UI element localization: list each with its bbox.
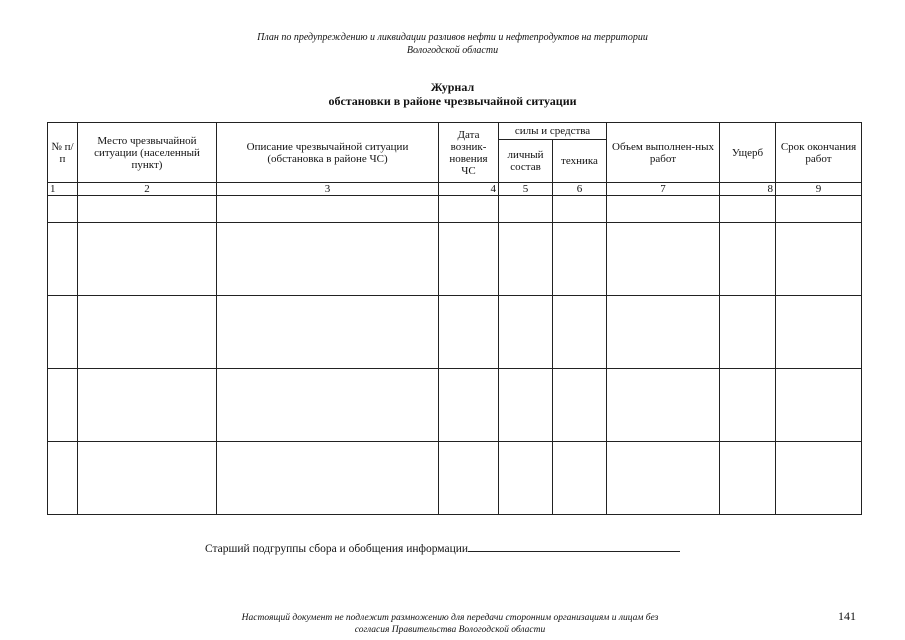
col-header-personnel: личный состав: [499, 140, 553, 183]
table-cell: [217, 296, 439, 369]
col-header-date: Дата возник-новения ЧС: [439, 123, 499, 183]
header-line-2: Вологодской области: [406, 45, 499, 56]
journal-title: [0, 80, 905, 108]
table-row: [48, 223, 862, 296]
table-cell: [217, 442, 439, 515]
table-cell: [720, 369, 776, 442]
table-cell: [439, 196, 499, 223]
table-cell: [607, 223, 720, 296]
table-cell: [217, 196, 439, 223]
table-cell: [48, 223, 78, 296]
table-row: [48, 196, 862, 223]
table-cell: [776, 296, 862, 369]
footer-line-1: Настоящий документ не подлежит размножению для передачи сторонним организациям и лицам без: [241, 613, 659, 623]
table-cell: [499, 223, 553, 296]
table-cell: [499, 196, 553, 223]
table-cell: [499, 369, 553, 442]
footer-note: [200, 612, 700, 636]
column-number: 4: [439, 183, 499, 196]
table-cell: [48, 296, 78, 369]
column-number: 9: [776, 183, 862, 196]
table-cell: [439, 442, 499, 515]
table-cell: [217, 369, 439, 442]
column-number-row: [48, 183, 862, 196]
column-number: 7: [607, 183, 720, 196]
journal-table: [47, 122, 862, 515]
table-cell: [720, 223, 776, 296]
table-cell: [78, 223, 217, 296]
table-cell: [776, 442, 862, 515]
table-cell: [48, 442, 78, 515]
column-number: 3: [217, 183, 439, 196]
table-cell: [607, 296, 720, 369]
signature-block: [205, 540, 680, 555]
table-cell: [217, 223, 439, 296]
table-row: [48, 442, 862, 515]
col-header-place: Место чрезвычайной ситуации (населенный пункт): [78, 123, 217, 183]
table-cell: [553, 223, 607, 296]
title-line-1: Журнал: [430, 80, 475, 94]
footer-line-2: согласия Правительства Вологодской области: [354, 625, 546, 635]
table-cell: [78, 196, 217, 223]
table-cell: [48, 196, 78, 223]
col-header-equipment: техника: [553, 140, 607, 183]
table-cell: [720, 196, 776, 223]
col-header-volume: Объем выполнен-ных работ: [607, 123, 720, 183]
table-cell: [48, 369, 78, 442]
title-line-2: обстановки в районе чрезвычайной ситуации: [328, 94, 577, 108]
signature-label: Старший подгруппы сбора и обобщения информации: [205, 543, 469, 555]
col-header-description: Описание чрезвычайной ситуации (обстановка в районе ЧС): [217, 123, 439, 183]
table-cell: [720, 442, 776, 515]
column-number: 1: [48, 183, 78, 196]
signature-line[interactable]: [468, 540, 680, 552]
table-cell: [553, 196, 607, 223]
column-number: 6: [553, 183, 607, 196]
table-cell: [607, 196, 720, 223]
col-header-deadline: Срок окончания работ: [776, 123, 862, 183]
header-line-1: План по предупреждению и ликвидации разливов нефти и нефтепродуктов на территории: [257, 32, 648, 43]
table-row: [48, 296, 862, 369]
column-number: 2: [78, 183, 217, 196]
table-cell: [553, 442, 607, 515]
table-cell: [78, 442, 217, 515]
table-cell: [776, 196, 862, 223]
col-header-forces: силы и средства: [499, 123, 607, 140]
col-header-damage: Ущерб: [720, 123, 776, 183]
document-header-note: [0, 31, 905, 57]
column-number: 8: [720, 183, 776, 196]
table-cell: [776, 223, 862, 296]
table-cell: [607, 442, 720, 515]
table-cell: [78, 369, 217, 442]
table-cell: [78, 296, 217, 369]
table-cell: [720, 296, 776, 369]
table-cell: [439, 296, 499, 369]
table-cell: [776, 369, 862, 442]
col-header-num: № п/п: [48, 123, 78, 183]
table-row: [48, 369, 862, 442]
column-number: 5: [499, 183, 553, 196]
table-cell: [553, 369, 607, 442]
page-number: 141: [838, 609, 856, 623]
table-cell: [553, 296, 607, 369]
table-cell: [499, 442, 553, 515]
table-cell: [499, 296, 553, 369]
table-cell: [439, 223, 499, 296]
table-cell: [439, 369, 499, 442]
table-cell: [607, 369, 720, 442]
